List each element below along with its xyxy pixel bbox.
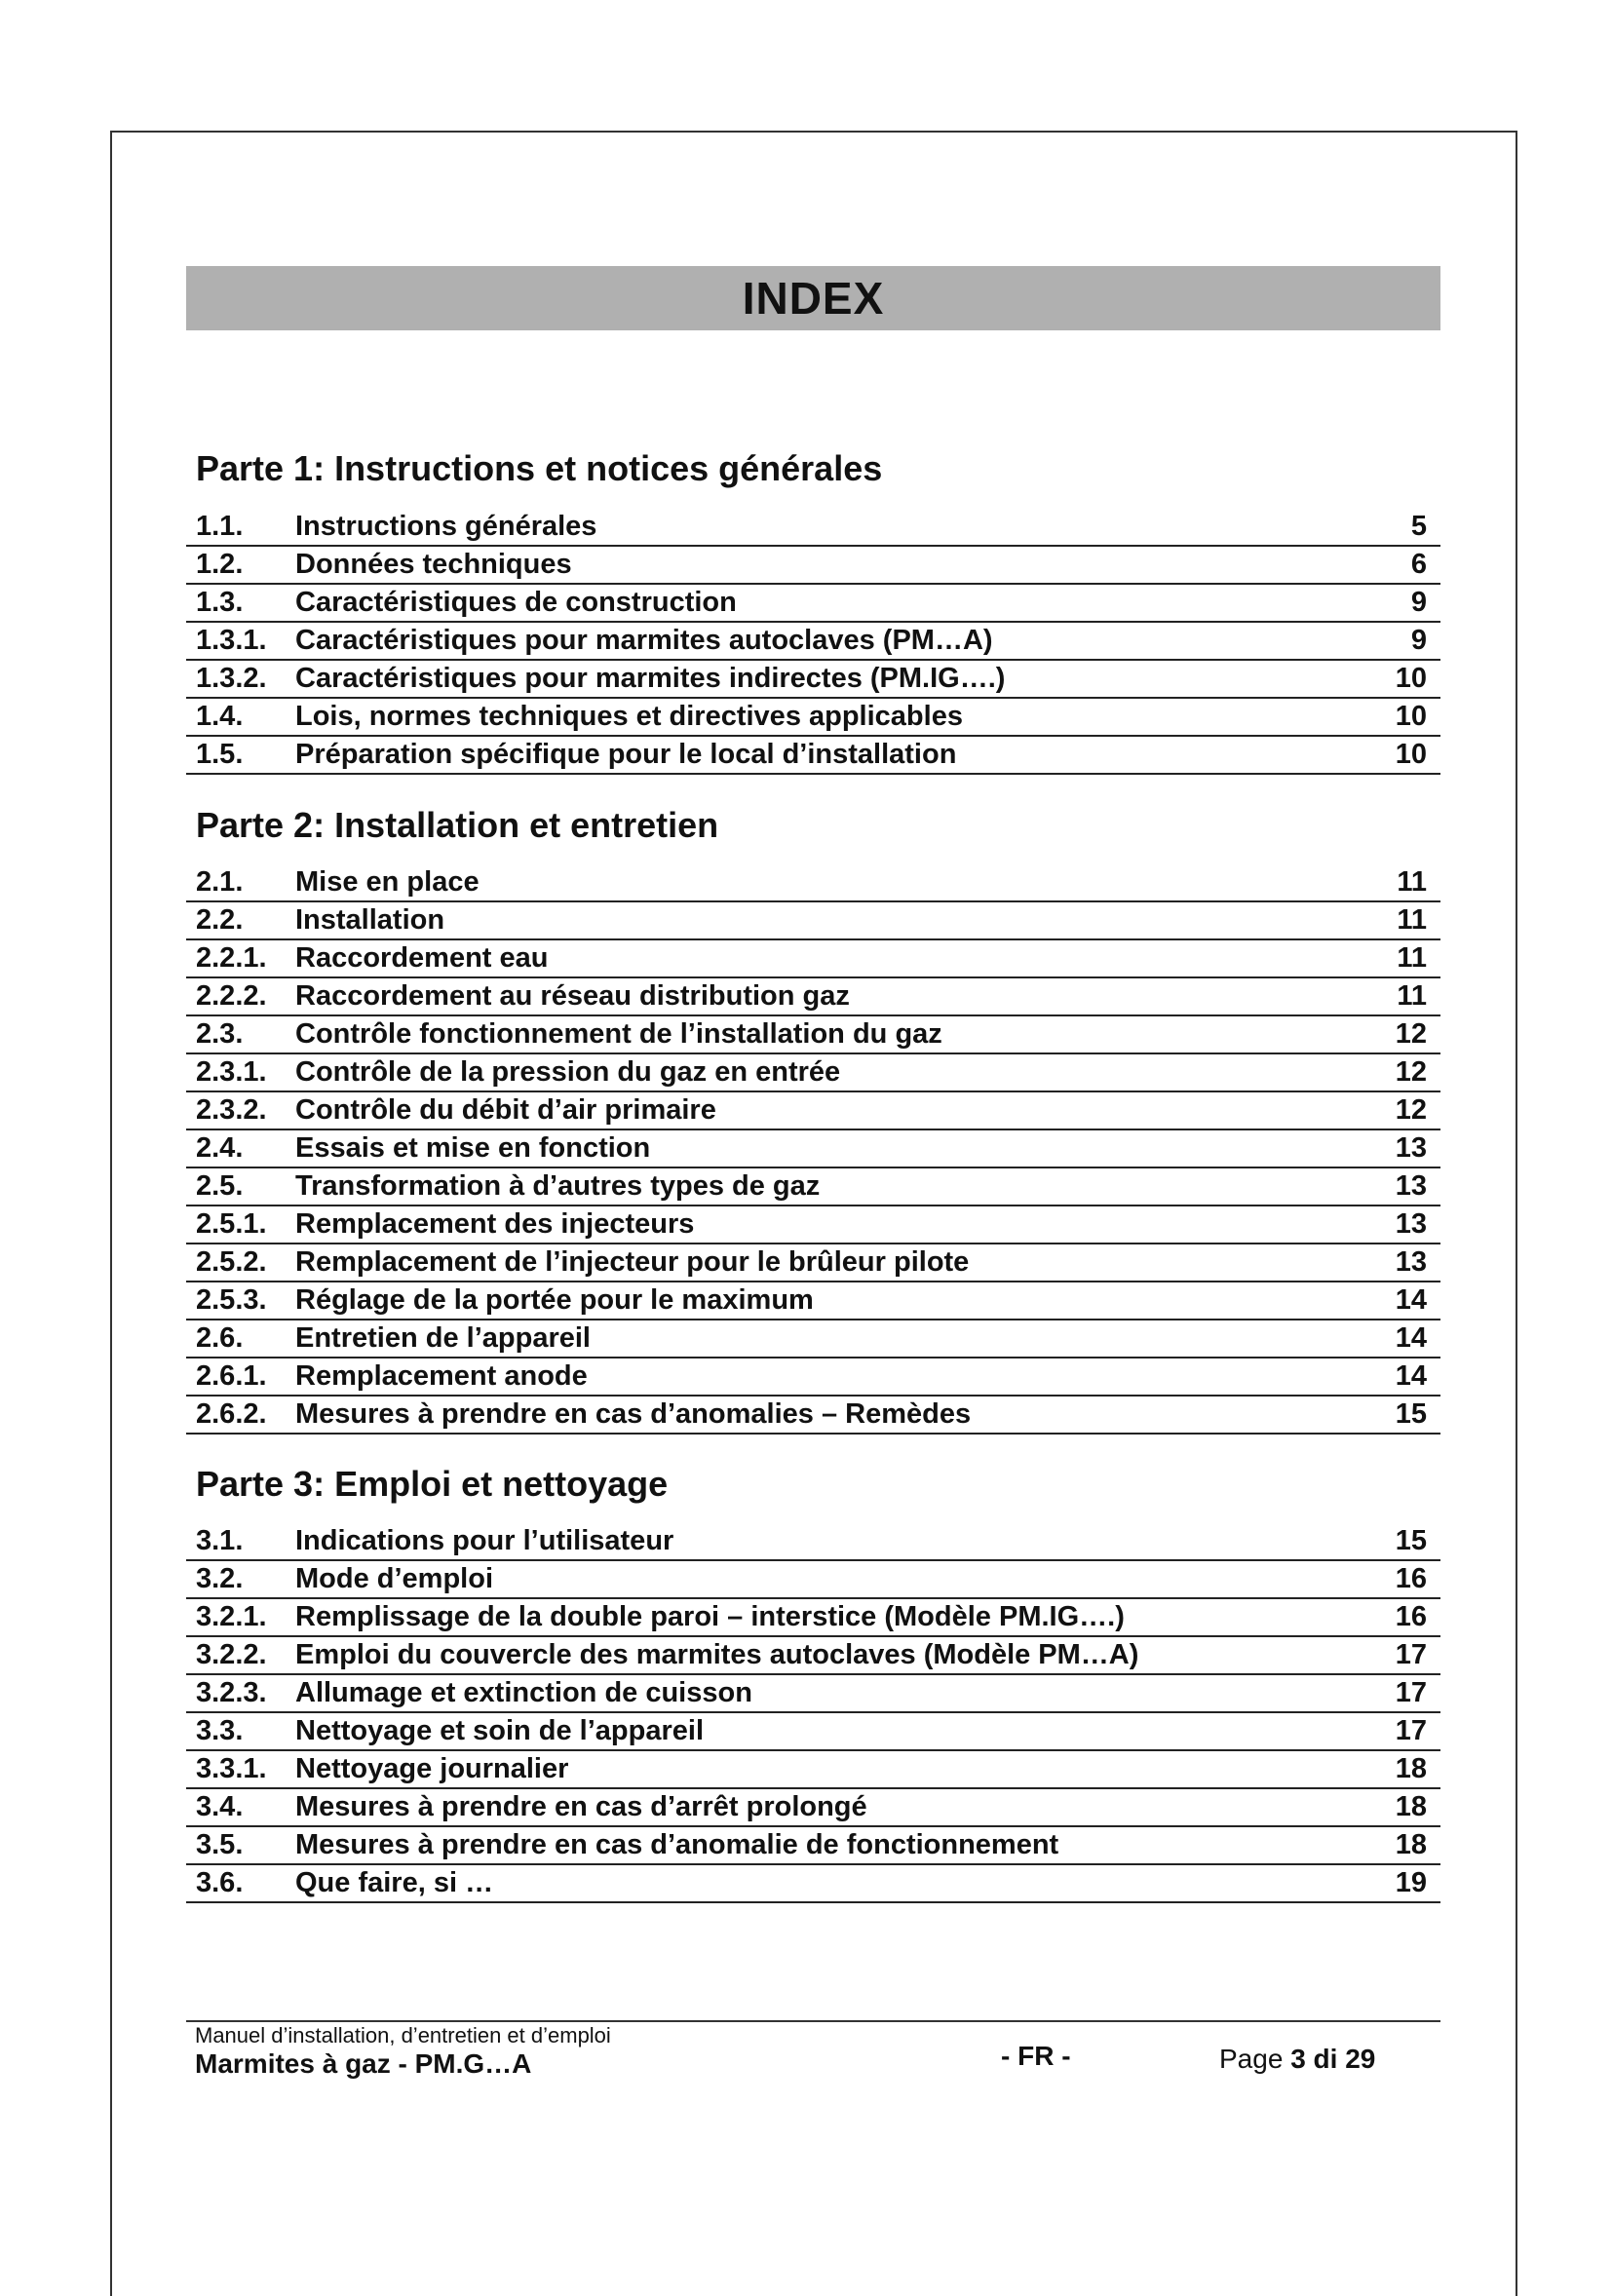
toc-entry — [186, 1092, 1440, 1130]
toc-entry-title: Caractéristiques pour marmites autoclaves (PM…A) — [295, 625, 993, 656]
toc-entry — [186, 1675, 1440, 1713]
toc-entry-page: 14 — [1395, 1284, 1427, 1316]
toc-entry-page: 9 — [1410, 587, 1427, 618]
toc-entry — [186, 1244, 1440, 1282]
toc-entry-number: 1.5. — [196, 739, 244, 770]
toc-entry-page: 11 — [1397, 904, 1427, 936]
toc-entry-number: 2.2. — [196, 904, 244, 936]
toc-entry-number: 1.3.1. — [196, 625, 267, 656]
toc-entry-number: 1.2. — [196, 549, 244, 580]
toc-entry-page: 17 — [1395, 1639, 1427, 1670]
toc-entry — [186, 978, 1440, 1016]
toc-entry — [186, 1320, 1440, 1358]
toc-entry-title: Essais et mise en fonction — [295, 1132, 651, 1164]
toc-entry — [186, 623, 1440, 661]
toc-entry-title: Contrôle du débit d’air primaire — [295, 1094, 716, 1126]
toc-entry-title: Indications pour l’utilisateur — [295, 1525, 674, 1556]
toc-entry-page: 12 — [1395, 1056, 1427, 1088]
toc-part-1 — [186, 509, 1440, 775]
toc-entry-number: 3.1. — [196, 1525, 244, 1556]
toc-entry-title: Que faire, si … — [295, 1867, 494, 1898]
toc-entry-page: 17 — [1395, 1677, 1427, 1708]
toc-entry-title: Remplacement des injecteurs — [295, 1208, 695, 1240]
toc-entry-title: Caractéristiques de construction — [295, 587, 737, 618]
index-header — [186, 266, 1440, 330]
toc-entry-number: 1.4. — [196, 701, 244, 732]
toc-entry — [186, 661, 1440, 699]
footer-page-current: 3 — [1290, 2044, 1306, 2074]
toc-entry-page: 11 — [1397, 942, 1427, 974]
toc-entry — [186, 940, 1440, 978]
toc-entry-title: Remplacement de l’injecteur pour le brûleur pilote — [295, 1246, 970, 1278]
toc-entry-title: Instructions générales — [295, 511, 597, 542]
toc-entry-number: 1.3. — [196, 587, 244, 618]
toc-entry-page: 13 — [1395, 1170, 1427, 1202]
toc-entry-title: Mesures à prendre en cas d’anomalies – Remèdes — [295, 1398, 972, 1430]
toc-entry — [186, 547, 1440, 585]
toc-entry — [186, 1561, 1440, 1599]
toc-entry-number: 3.2.1. — [196, 1601, 267, 1632]
toc-entry — [186, 1397, 1440, 1435]
toc-entry-number: 2.1. — [196, 866, 244, 898]
footer-model: Marmites à gaz - PM.G…A — [195, 2048, 532, 2079]
toc-entry-page: 13 — [1395, 1208, 1427, 1240]
toc-entry-title: Préparation spécifique pour le local d’installation — [295, 739, 957, 770]
part-1-title: Parte 1: Instructions et notices générales — [196, 448, 883, 488]
toc-entry — [186, 1637, 1440, 1675]
toc-entry-number: 3.6. — [196, 1867, 244, 1898]
toc-entry-page: 11 — [1397, 980, 1427, 1012]
toc-entry-number: 1.3.2. — [196, 663, 267, 694]
toc-part-3 — [186, 1523, 1440, 1903]
footer-language: - FR - — [1001, 2041, 1071, 2071]
footer-page-prefix: Page — [1219, 2044, 1284, 2074]
toc-entry-title: Mode d’emploi — [295, 1563, 493, 1594]
toc-entry — [186, 1599, 1440, 1637]
toc-entry — [186, 1751, 1440, 1789]
toc-entry-page: 10 — [1395, 663, 1427, 694]
toc-entry-title: Transformation à d’autres types de gaz — [295, 1170, 821, 1202]
toc-entry — [186, 1206, 1440, 1244]
toc-entry-number: 3.3.1. — [196, 1753, 267, 1784]
toc-entry-page: 16 — [1395, 1563, 1427, 1594]
toc-entry-page: 14 — [1395, 1322, 1427, 1354]
toc-entry-title: Emploi du couvercle des marmites autoclaves (Modèle PM…A) — [295, 1639, 1139, 1670]
toc-entry-page: 10 — [1395, 701, 1427, 732]
toc-entry-page: 13 — [1395, 1246, 1427, 1278]
toc-entry-number: 2.3.1. — [196, 1056, 267, 1088]
toc-entry-number: 3.2. — [196, 1563, 244, 1594]
toc-entry — [186, 1789, 1440, 1827]
toc-entry-page: 16 — [1395, 1601, 1427, 1632]
toc-entry-page: 6 — [1410, 549, 1427, 580]
toc-entry — [186, 509, 1440, 547]
toc-entry — [186, 1016, 1440, 1054]
toc-entry-number: 2.2.1. — [196, 942, 267, 974]
toc-entry-number: 1.1. — [196, 511, 244, 542]
toc-entry-number: 2.2.2. — [196, 980, 267, 1012]
part-2-title: Parte 2: Installation et entretien — [196, 805, 719, 845]
toc-entry-title: Contrôle de la pression du gaz en entrée — [295, 1056, 841, 1088]
toc-entry-title: Installation — [295, 904, 445, 936]
toc-entry-page: 18 — [1395, 1753, 1427, 1784]
toc-entry-number: 3.2.2. — [196, 1639, 267, 1670]
toc-entry — [186, 1713, 1440, 1751]
toc-entry-number: 2.6.1. — [196, 1360, 267, 1392]
toc-entry-title: Allumage et extinction de cuisson — [295, 1677, 752, 1708]
toc-entry — [186, 1054, 1440, 1092]
toc-entry — [186, 1827, 1440, 1865]
toc-entry — [186, 737, 1440, 775]
toc-entry — [186, 1168, 1440, 1206]
toc-entry-page: 18 — [1395, 1829, 1427, 1860]
toc-entry-number: 2.5. — [196, 1170, 244, 1202]
toc-entry-title: Données techniques — [295, 549, 572, 580]
toc-entry-title: Raccordement eau — [295, 942, 549, 974]
toc-entry-number: 2.5.2. — [196, 1246, 267, 1278]
toc-entry-title: Mise en place — [295, 866, 480, 898]
footer-manual-title: Manuel d’installation, d’entretien et d’emploi — [195, 2023, 611, 2047]
toc-entry-page: 14 — [1395, 1360, 1427, 1392]
toc-entry-page: 19 — [1395, 1867, 1427, 1898]
footer-page-total: 29 — [1345, 2044, 1376, 2074]
toc-entry-title: Contrôle fonctionnement de l’installation du gaz — [295, 1018, 942, 1050]
toc-entry-title: Entretien de l’appareil — [295, 1322, 591, 1354]
footer-page-number — [1219, 2044, 1375, 2075]
toc-entry-number: 3.2.3. — [196, 1677, 267, 1708]
toc-entry — [186, 585, 1440, 623]
toc-entry — [186, 1282, 1440, 1320]
toc-entry-number: 3.4. — [196, 1791, 244, 1822]
footer-divider — [186, 2020, 1440, 2022]
toc-entry-page: 9 — [1410, 625, 1427, 656]
toc-entry-title: Raccordement au réseau distribution gaz — [295, 980, 850, 1012]
toc-entry-number: 2.3. — [196, 1018, 244, 1050]
toc-entry — [186, 699, 1440, 737]
toc-entry — [186, 1523, 1440, 1561]
toc-entry-number: 2.6.2. — [196, 1398, 267, 1430]
toc-entry-number: 2.5.3. — [196, 1284, 267, 1316]
toc-entry-title: Nettoyage et soin de l’appareil — [295, 1715, 704, 1746]
toc-entry-title: Remplacement anode — [295, 1360, 588, 1392]
toc-entry-page: 11 — [1397, 866, 1427, 898]
toc-entry-page: 17 — [1395, 1715, 1427, 1746]
toc-entry-number: 2.4. — [196, 1132, 244, 1164]
toc-entry-page: 10 — [1395, 739, 1427, 770]
toc-entry-title: Lois, normes techniques et directives applicables — [295, 701, 963, 732]
toc-entry-title: Nettoyage journalier — [295, 1753, 569, 1784]
toc-entry-page: 13 — [1395, 1132, 1427, 1164]
toc-entry — [186, 864, 1440, 902]
toc-entry-number: 3.3. — [196, 1715, 244, 1746]
toc-entry-number: 2.5.1. — [196, 1208, 267, 1240]
part-3-title: Parte 3: Emploi et nettoyage — [196, 1464, 669, 1504]
toc-entry — [186, 1358, 1440, 1397]
footer-page-sep: di — [1313, 2044, 1338, 2074]
toc-entry-page: 5 — [1410, 511, 1427, 542]
toc-entry-page: 15 — [1395, 1398, 1427, 1430]
toc-entry-number: 2.3.2. — [196, 1094, 267, 1126]
toc-entry-page: 12 — [1395, 1094, 1427, 1126]
toc-entry — [186, 902, 1440, 940]
toc-entry-number: 3.5. — [196, 1829, 244, 1860]
toc-entry-title: Réglage de la portée pour le maximum — [295, 1284, 814, 1316]
toc-entry-title: Caractéristiques pour marmites indirectes (PM.IG….) — [295, 663, 1006, 694]
toc-part-2 — [186, 864, 1440, 1435]
toc-entry-title: Mesures à prendre en cas d’arrêt prolongé — [295, 1791, 867, 1822]
toc-entry-page: 18 — [1395, 1791, 1427, 1822]
toc-entry — [186, 1865, 1440, 1903]
toc-entry-page: 15 — [1395, 1525, 1427, 1556]
toc-entry — [186, 1130, 1440, 1168]
index-title: INDEX — [742, 273, 885, 324]
toc-entry-page: 12 — [1395, 1018, 1427, 1050]
toc-entry-number: 2.6. — [196, 1322, 244, 1354]
toc-entry-title: Remplissage de la double paroi – interstice (Modèle PM.IG….) — [295, 1601, 1125, 1632]
toc-entry-title: Mesures à prendre en cas d’anomalie de fonctionnement — [295, 1829, 1059, 1860]
